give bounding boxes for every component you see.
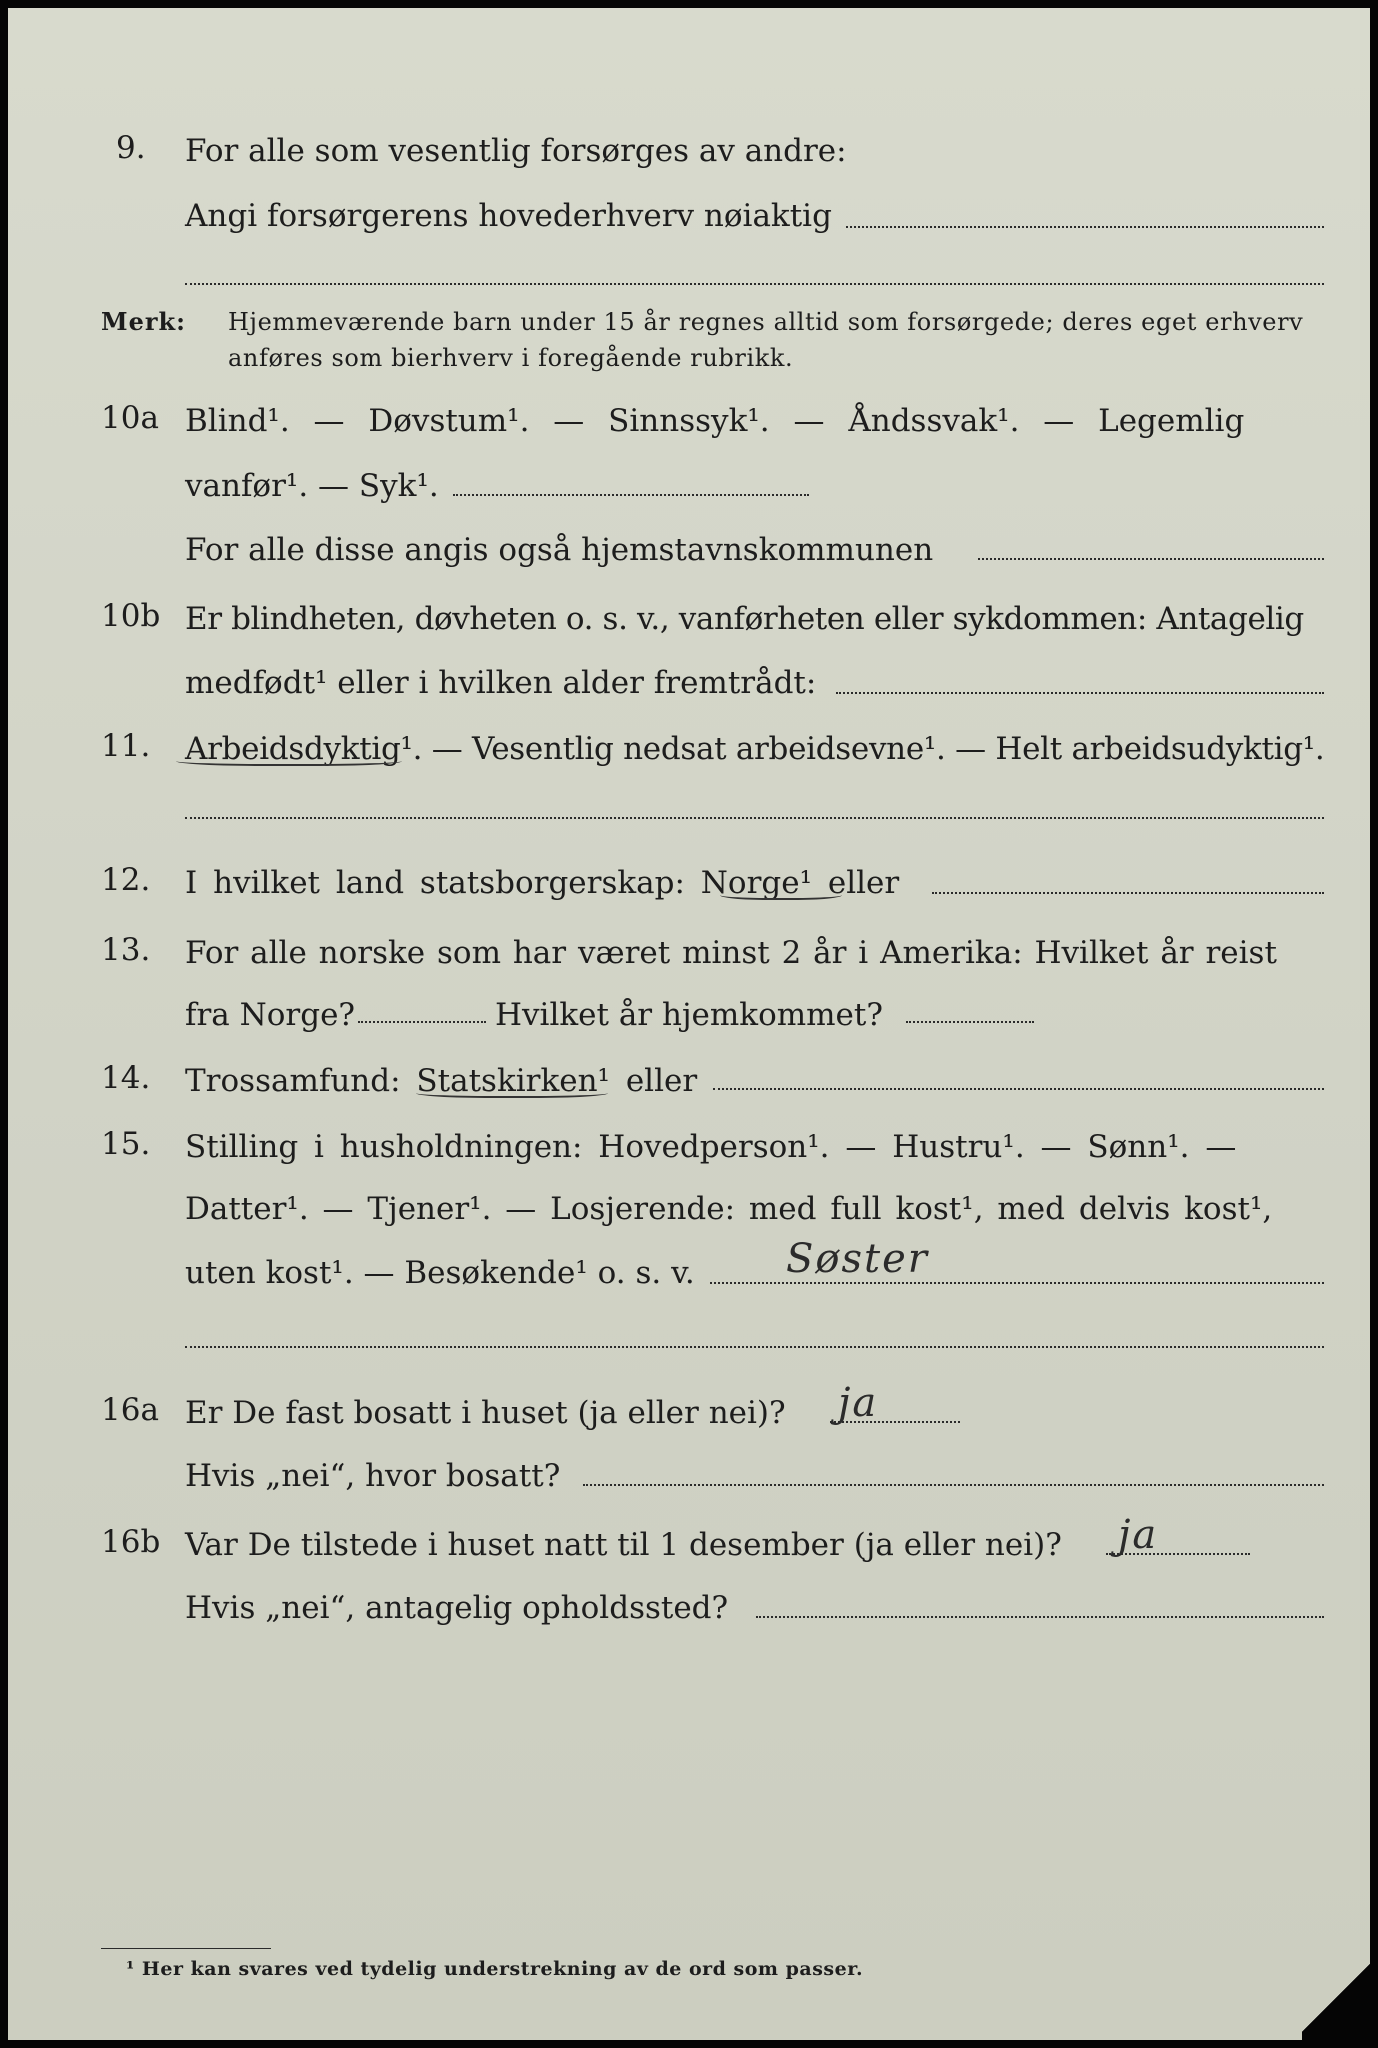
q10b-line2: medfødt¹ eller i hvilken alder fremtrådt:: [185, 665, 817, 701]
q15-handwritten-answer: Søster: [786, 1236, 929, 1282]
q16b-line1: Var De tilstede i huset natt til 1 desember (ja eller nei)?: [185, 1527, 1062, 1563]
q15-number: 15.: [101, 1126, 151, 1162]
q16b-opholdssted-answer-line[interactable]: [756, 1616, 1324, 1618]
merk-line1: Hjemmeværende barn under 15 år regnes alltid som forsørgede; deres eget erhverv: [228, 308, 1304, 336]
q16a-handwritten-answer: ja: [838, 1380, 879, 1426]
q10a-line1: Blind¹. — Døvstum¹. — Sinnssyk¹. — Åndssvak¹. — Legemlig: [185, 403, 1245, 439]
q10a-line2: vanfør¹. — Syk¹.: [185, 468, 439, 504]
q14-line1: Trossamfund: Statskirken¹ eller: [185, 1063, 698, 1099]
q15-answer-line-2[interactable]: [185, 1346, 1324, 1348]
q9-answer-line-2[interactable]: [185, 283, 1324, 285]
q11-number: 11.: [101, 728, 151, 764]
q9-number: 9.: [116, 130, 146, 166]
q16b-line2: Hvis „nei“, antagelig opholdssted?: [185, 1590, 729, 1626]
q10a-hometown-line[interactable]: [978, 558, 1324, 560]
q14-statskirken-underline: [416, 1086, 608, 1098]
q12-norge-underline: [720, 888, 842, 900]
q11-arbeidsdyktig-underline: [176, 754, 402, 766]
q16a-line1: Er De fast bosatt i huset (ja eller nei)?: [185, 1395, 786, 1431]
merk-line2: anføres som bierhverv i foregående rubrikk.: [228, 344, 794, 372]
footnote-text: ¹ Her kan svares ved tydelig understrekning av de ord som passer.: [126, 1958, 864, 1980]
q16b-handwritten-answer: ja: [1118, 1512, 1159, 1558]
q15-answer-line[interactable]: [710, 1282, 1324, 1284]
q10b-answer-line[interactable]: [836, 692, 1324, 694]
q13-number: 13.: [101, 932, 151, 968]
q9-line2: Angi forsørgerens hovederhverv nøiaktig: [185, 198, 832, 234]
q10a-number: 10a: [101, 400, 159, 436]
torn-corner: [1302, 1952, 1370, 2040]
q9-answer-line[interactable]: [846, 226, 1324, 228]
q13-line2b: Hvilket år hjemkommet?: [495, 997, 883, 1033]
q16a-bosatt-answer-line[interactable]: [583, 1484, 1324, 1486]
q16a-answer-line[interactable]: [830, 1421, 960, 1423]
q10a-line3: For alle disse angis også hjemstavnskommunen: [185, 532, 934, 568]
q10b-number: 10b: [101, 598, 161, 634]
q11-line1: Arbeidsdyktig¹. — Vesentlig nedsat arbeidsevne¹. — Helt arbeidsudyktig¹.: [185, 731, 1325, 767]
q13-line1: For alle norske som har været minst 2 år i Amerika: Hvilket år reist: [185, 935, 1277, 971]
q15-line3: uten kost¹. — Besøkende¹ o. s. v.: [185, 1255, 695, 1291]
q10a-answer-line[interactable]: [453, 494, 809, 496]
merk-label: Merk:: [101, 307, 186, 336]
census-form-page: [8, 8, 1370, 2040]
footnote-separator: [101, 1948, 271, 1949]
q11-answer-line[interactable]: [185, 817, 1324, 819]
q12-answer-line[interactable]: [932, 892, 1324, 894]
q15-line1: Stilling i husholdningen: Hovedperson¹. — Hustru¹. — Sønn¹. —: [185, 1129, 1237, 1165]
q14-number: 14.: [101, 1060, 151, 1096]
q12-line1: I hvilket land statsborgerskap: Norge¹ eller: [185, 865, 900, 901]
q16b-number: 16b: [101, 1524, 161, 1560]
q10b-line1: Er blindheten, døvheten o. s. v., vanførheten eller sykdommen: Antagelig: [185, 601, 1304, 637]
q12-number: 12.: [101, 862, 151, 898]
q13-line2a: fra Norge?: [185, 997, 356, 1033]
q16b-answer-line[interactable]: [1106, 1553, 1250, 1555]
q13-hjemkommet-answer-line[interactable]: [906, 1021, 1034, 1023]
q13-reist-answer-line[interactable]: [358, 1021, 486, 1023]
q14-answer-line[interactable]: [713, 1088, 1324, 1090]
q16a-number: 16a: [101, 1392, 159, 1428]
q9-line1: For alle som vesentlig forsørges av andre:: [185, 133, 847, 169]
q15-line2: Datter¹. — Tjener¹. — Losjerende: med full kost¹, med delvis kost¹,: [185, 1191, 1273, 1227]
q16a-line2: Hvis „nei“, hvor bosatt?: [185, 1458, 561, 1494]
